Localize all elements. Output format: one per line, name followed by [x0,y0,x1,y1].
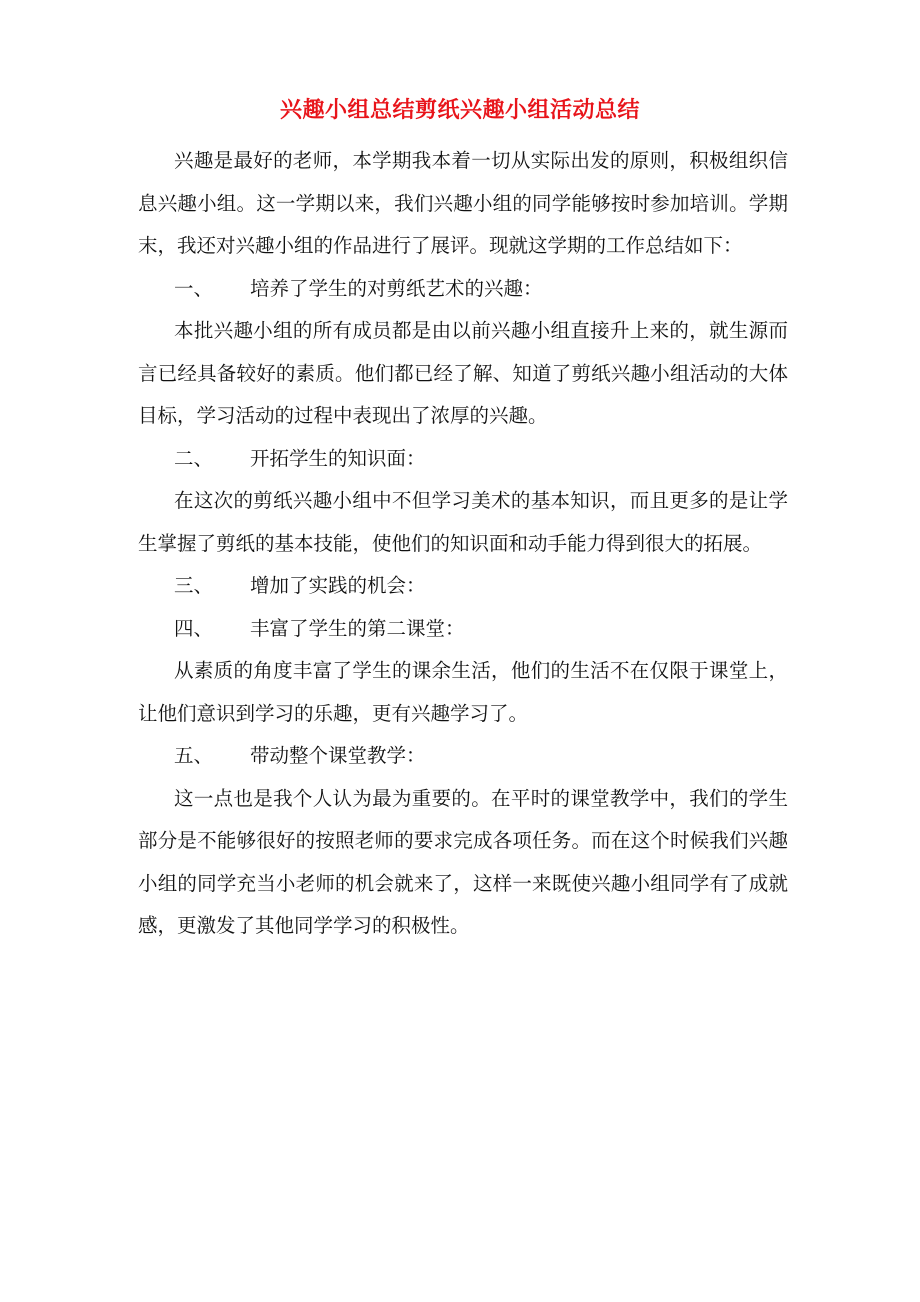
section-number: 四、 [174,616,214,640]
document-title: 兴趣小组总结剪纸兴趣小组活动总结 [279,97,640,123]
section-body-5: 这一点也是我个人认为最为重要的。在平时的课堂教学中，我们的学生部分是不能够很好的按照老师的要求完成各项任务。而在这个时候我们兴趣小组的同学充当小老师的机会就来了，这样一来既使兴趣小组同学有了成就感，更激发了其他同学学习的积极性。 [138,786,788,937]
section-number: 一、 [174,276,214,300]
section-heading-text: 开拓学生的知识面： [250,446,426,470]
section-heading-text: 培养了学生的对剪纸艺术的兴趣： [250,276,543,300]
section-heading-text: 带动整个课堂教学： [250,744,426,767]
section-heading-text: 增加了实践的机会： [250,574,426,597]
section-heading-3 [138,565,788,608]
section-body-1: 本批兴趣小组的所有成员都是由以前兴趣小组直接升上来的，就生源而言已经具备较好的素质。他们都已经了解、知道了剪纸兴趣小组活动的大体目标，学习活动的过程中表现出了浓厚的兴趣。 [138,319,788,427]
document-body [138,140,788,948]
section-body-4: 从素质的角度丰富了学生的课余生活，他们的生活不在仅限于课堂上，让他们意识到学习的乐趣，更有兴趣学习了。 [138,659,788,725]
section-number: 三、 [174,574,214,597]
section-number: 二、 [174,446,214,470]
section-body-2: 在这次的剪纸兴趣小组中不但学习美术的基本知识，而且更多的是让学生掌握了剪纸的基本技能，使他们的知识面和动手能力得到很大的拓展。 [138,489,788,555]
section-heading-5 [138,735,788,778]
section-heading-4 [138,608,788,651]
section-heading-2 [138,438,788,481]
intro-paragraph: 兴趣是最好的老师，本学期我本着一切从实际出发的原则，积极组织信息兴趣小组。这一学期以来，我们兴趣小组的同学能够按时参加培训。学期末，我还对兴趣小组的作品进行了展评。现就这学期的工作总结如下： [138,149,788,257]
section-heading-1 [138,268,788,311]
section-number: 五、 [174,744,214,767]
section-heading-text: 丰富了学生的第二课堂： [250,616,465,640]
